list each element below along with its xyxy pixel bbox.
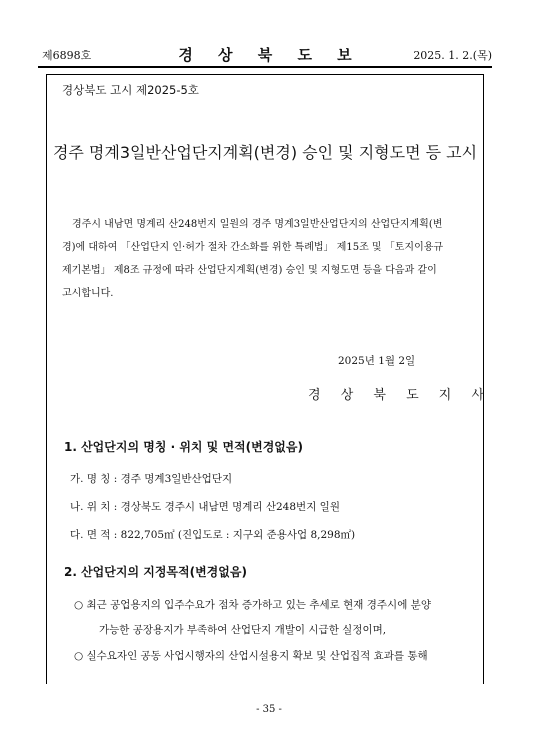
notice-body [62, 213, 475, 305]
body-line: 경)에 대하여 「산업단지 인·허가 절차 간소화를 위한 특례법」 제15조 및 「토지이용규 [62, 242, 444, 253]
publication-title: 경 상 북 도 보 [178, 46, 362, 64]
section-1-item-location: 나. 위 치 : 경상북도 경주시 내남면 명계리 산248번지 일원 [70, 501, 340, 513]
section-1-item-area: 다. 면 적 : 822,705㎡ (진입도로 : 지구외 준용사업 8,298㎡) [70, 529, 356, 541]
section-2-bullet: ○ 최근 공업용지의 입주수요가 점차 증가하고 있는 추세로 현재 경주시에 분양 [74, 599, 431, 611]
section-1-heading: 1. 산업단지의 명칭 · 위치 및 면적(변경없음) [64, 440, 303, 454]
body-line: 고시합니다. [62, 288, 114, 299]
notice-frame [46, 74, 484, 684]
section-1-item-name: 가. 명 칭 : 경주 명계3일반산업단지 [70, 473, 233, 485]
header-divider [38, 66, 492, 68]
signer-name: 경 상 북 도 지 사 [308, 388, 493, 403]
publication-date: 2025. 1. 2.(목) [413, 49, 492, 62]
page-number: - 35 - [256, 704, 282, 715]
gazette-header [38, 44, 492, 66]
section-2-heading: 2. 산업단지의 지정목적(변경없음) [64, 565, 247, 579]
body-line: 경주시 내남면 명계리 산248번지 일원의 경주 명계3일반산업단지의 산업단지계획(변 [72, 219, 443, 230]
notice-title: 경주 명계3일반산업단지계획(변경) 승인 및 지형도면 등 고시 [52, 143, 478, 162]
section-2-bullet-continuation: 가능한 공장용지가 부족하여 산업단지 개발이 시급한 실정이며, [99, 624, 387, 636]
notice-number: 경상북도 고시 제2025-5호 [62, 83, 199, 97]
signature-date: 2025년 1월 2일 [338, 355, 416, 367]
issue-number: 제6898호 [42, 49, 92, 62]
section-2-bullet: ○ 실수요자인 공동 사업시행자의 산업시설용지 확보 및 산업집적 효과를 통해 [74, 650, 428, 662]
body-line: 제기본법」 제8조 규정에 따라 산업단지계획(변경) 승인 및 지형도면 등을 다음과 같이 [62, 265, 437, 276]
